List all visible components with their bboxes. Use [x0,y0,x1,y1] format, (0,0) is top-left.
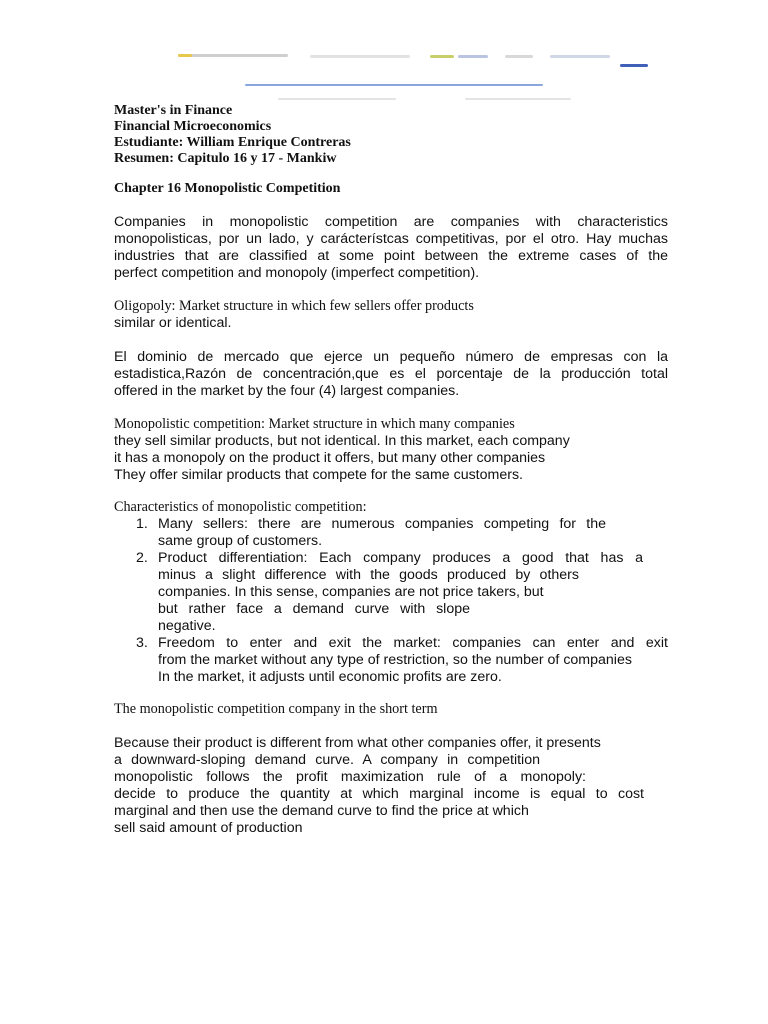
oligopoly-continuation: similar or identical. [114,315,232,331]
intro-line: perfect competition and monopoly (imperfect competition). [114,265,480,281]
short-term-line: monopolistic follows the profit maximization rule of a monopoly: [114,769,586,785]
characteristics-heading: Characteristics of monopolistic competition: [114,499,367,515]
monopolistic-definition: Monopolistic competition: Market structure in which many companies [114,416,515,432]
short-term-heading-block [114,701,668,718]
list-item-line: but rather face a demand curve with slope [158,601,470,617]
intro-paragraph [114,214,668,282]
list-item-line: from the market without any type of restriction, so the number of companies [158,652,632,668]
list-item [114,550,668,635]
list-item-line: companies. In this sense, companies are not price takers, but [158,584,544,600]
concentration-line: offered in the market by the four (4) largest companies. [114,383,460,399]
concentration-paragraph [114,349,668,400]
list-item-line: Product differentiation: Each company produces a good that has a [158,550,643,566]
program-name: Master's in Finance [114,103,233,118]
monopolistic-line: They offer similar products that compete for the same customers. [114,467,523,483]
summary-title: Resumen: Capitulo 16 y 17 - Mankiw [114,151,337,166]
monopolistic-line: they sell similar products, but not identical. In this market, each company [114,433,570,449]
monopolistic-definition-paragraph [114,416,668,484]
list-item-line: negative. [158,618,216,634]
short-term-line: a downward-sloping demand curve. A company in competition [114,752,540,768]
list-item-number: 2. [136,550,148,566]
list-item-number: 3. [136,635,148,651]
characteristics-heading-block [114,499,668,516]
short-term-heading: The monopolistic competition company in the short term [114,701,438,717]
intro-line: industries that are classified at some point between the extreme cases of the [114,248,668,264]
letterhead-logo [0,0,768,110]
short-term-paragraph [114,735,668,837]
short-term-line: marginal and then use the demand curve to find the price at which [114,803,529,819]
concentration-line: estadistica,Razón de concentración,que es el porcentaje de la producción total [114,366,668,382]
list-item-line: Freedom to enter and exit the market: companies can enter and exit [158,635,668,651]
student-name: Estudiante: William Enrique Contreras [114,135,351,150]
short-term-line: sell said amount of production [114,820,303,836]
short-term-line: Because their product is different from what other companies offer, it presents [114,735,601,751]
monopolistic-line: it has a monopoly on the product it offers, but many other companies [114,450,546,466]
intro-line: Companies in monopolistic competition are companies with characteristics [114,214,668,230]
intro-line: monopolisticas, por un lado, y carácterístcas competitivas, por el otro. Hay muchas [114,231,668,247]
oligopoly-paragraph [114,298,668,332]
course-name: Financial Microeconomics [114,119,272,134]
list-item [114,635,668,686]
list-item-line: In the market, it adjusts until economic profits are zero. [158,669,502,685]
short-term-line: decide to produce the quantity at which marginal income is equal to cost [114,786,644,802]
list-item-line: same group of customers. [158,533,323,549]
characteristics-list [114,516,668,686]
concentration-line: El dominio de mercado que ejerce un pequeño número de empresas con la [114,349,668,365]
oligopoly-definition: Oligopoly: Market structure in which few sellers offer products [114,298,474,314]
list-item-line: Many sellers: there are numerous companies competing for the [158,516,606,532]
document-header [114,103,674,167]
list-item-line: minus a slight difference with the goods produced by others [158,567,579,583]
list-item-number: 1. [136,516,148,532]
list-item [114,516,668,550]
chapter-title: Chapter 16 Monopolistic Competition [114,181,341,196]
